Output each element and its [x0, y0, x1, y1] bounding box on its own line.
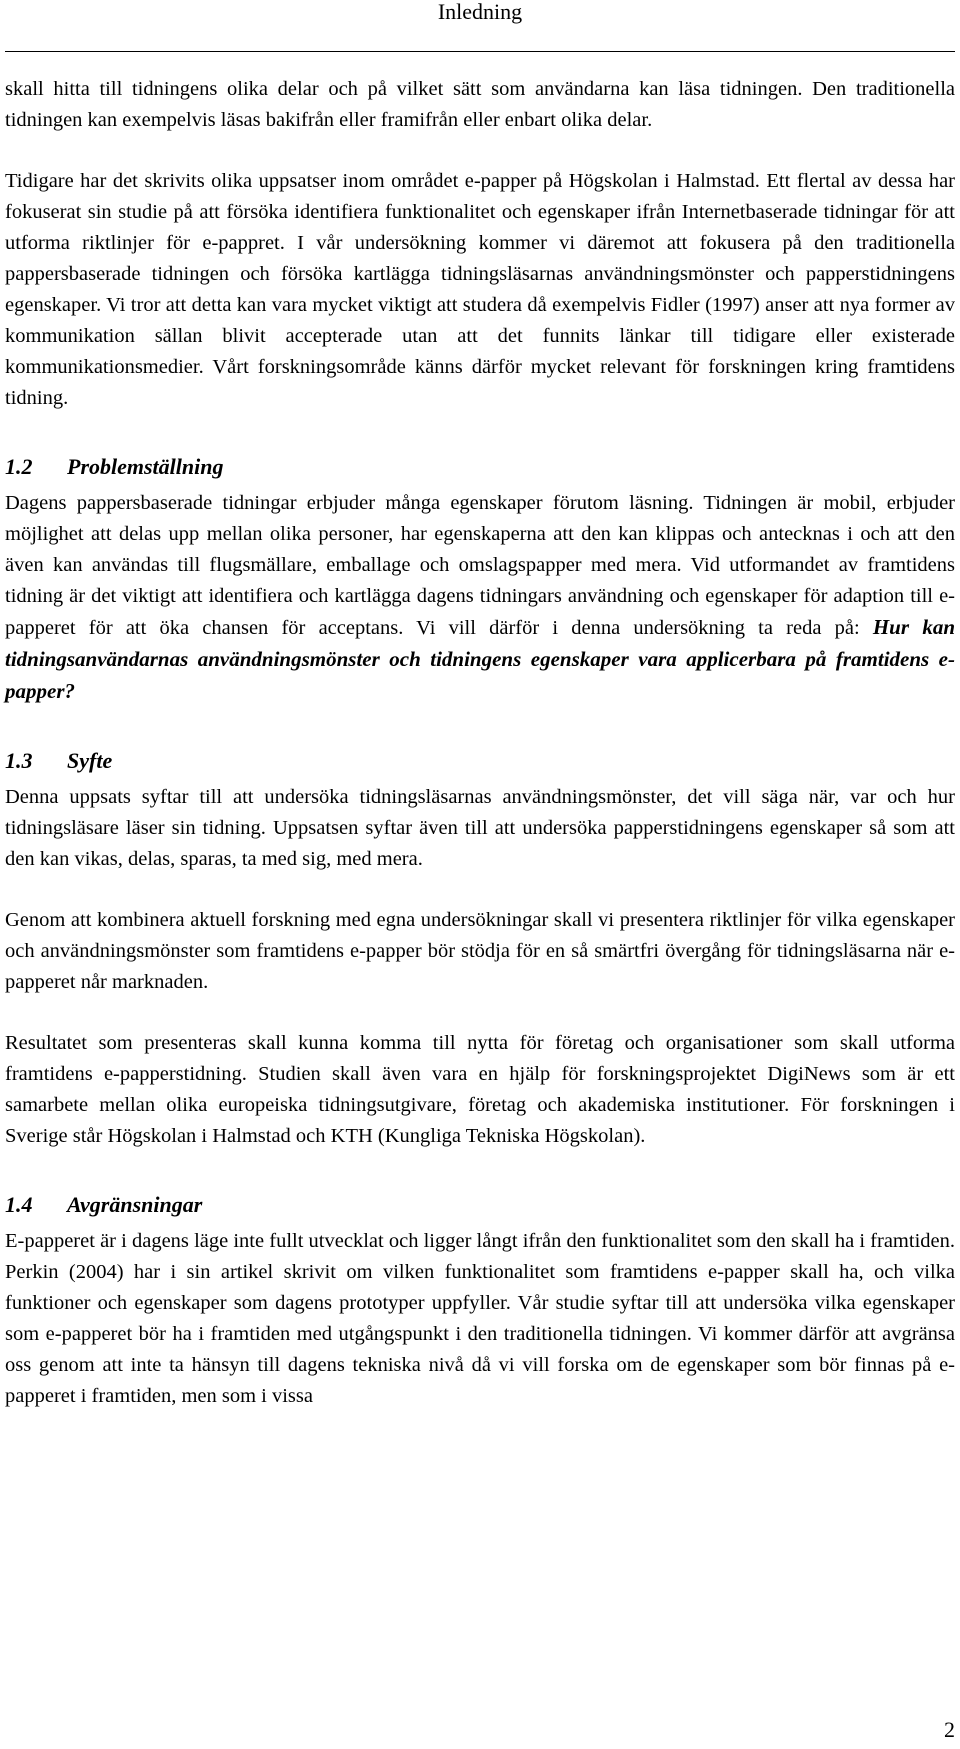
- section-title: Avgränsningar: [67, 1192, 203, 1217]
- limitations-paragraph: E-papperet är i dagens läge inte fullt utvecklat och ligger långt ifrån den funktionalitet som den skall ha i framtiden. Perkin (2004) har i sin artikel skrivit om vilken funktionalitet som framtidens e-papper skall ha, och vilka funktioner och egenskaper som dagens prototyper uppfyller. Vår studie syftar till att undersöka vilka egenskaper som e-papperet bör ha i framtiden med utgångspunkt i den traditionella tidningen. Vi kommer därför att avgränsa oss genom att inte ta hänsyn till dagens tekniska nivå då vi vill forska om de egenskaper som bör finnas på e-papperet i framtiden, men som i vissa: [5, 1230, 955, 1407]
- problem-body: Dagens pappersbaserade tidningar erbjuder många egenskaper förutom läsning. Tidningen är mobil, erbjuder möjlighet att delas upp mellan olika personer, har egenskaperna att den kan klippas och antecknas i och att den även kan användas till flugsmällare, emballage och omslagspapper med mera. Vid utformandet av framtidens tidning är det viktigt att identifiera och kartlägga dagens tidningars användning och egenskaper för adaption till e-papperet för att öka chansen för acceptans. Vi vill därför i denna undersökning ta reda på:: [5, 492, 955, 639]
- purpose-paragraph-3: Resultatet som presenteras skall kunna komma till nytta för företag och organisationer som skall utforma framtidens e-papperstidning. Studien skall även vara en hjälp för forskningsprojektet DigiNews som är ett samarbete mellan olika europeiska tidningsutgivare, företag och akademiska institutioner. För forskningen i Sverige står Högskolan i Halmstad och KTH (Kungliga Tekniska Högskolan).: [5, 1032, 955, 1147]
- header-rule: [5, 51, 955, 52]
- purpose-paragraph-1: Denna uppsats syftar till att undersöka tidningsläsarnas användningsmönster, det vill säga när, var och hur tidningsläsare läser sin tidning. Uppsatsen syftar även till att undersöka papperstidningens egenskaper så som att den kan vikas, delas, sparas, ta med sig, med mera.: [5, 786, 955, 870]
- section-heading-syfte: [5, 745, 955, 776]
- intro-paragraph-2: Tidigare har det skrivits olika uppsatser inom området e-papper på Högskolan i Halmstad. Ett flertal av dessa har fokuserat sin studie på att försöka identifiera funktionalitet och egenskaper ifrån Internetbaserade tidningar för att utforma riktlinjer för e-pappret. I vår undersökning kommer vi däremot att fokusera på den traditionella pappersbaserade tidningen och försöka kartlägga tidningsläsarnas användningsmönster och papperstidningens egenskaper. Vi tror att detta kan vara mycket viktigt att studera då exempelvis Fidler (1997) anser att nya former av kommunikation sällan blivit accepterade utan att det funnits länkar till tidigare eller existerade kommunikationsmedier. Vårt forskningsområde känns därför mycket relevant för forskningen kring framtidens tidning.: [5, 170, 955, 409]
- section-title: Syfte: [67, 748, 113, 773]
- section-number: 1.4: [5, 1192, 33, 1217]
- problem-paragraph: [5, 488, 955, 708]
- intro-paragraph-1: skall hitta till tidningens olika delar och på vilket sätt som användarna kan läsa tidningen. Den traditionella tidningen kan exempelvis läsas bakifrån eller framifrån eller enbart olika delar.: [5, 78, 955, 131]
- section-heading-avgransningar: [5, 1189, 955, 1220]
- page-number: 2: [944, 1717, 955, 1742]
- section-number: 1.2: [5, 454, 33, 479]
- purpose-paragraph-2: Genom att kombinera aktuell forskning med egna undersökningar skall vi presentera riktlinjer för vilka egenskaper och användningsmönster som framtidens e-papper bör stödja för en så smärtfri övergång för tidningsläsarna när e-papperet når marknaden.: [5, 909, 955, 993]
- running-header: Inledning: [437, 0, 523, 24]
- page-content: [5, 74, 955, 1412]
- section-number: 1.3: [5, 748, 33, 773]
- section-heading-problemstallning: [5, 451, 955, 482]
- research-question: Hur kan tidningsanvändarnas användningsmönster och tidningens egenskaper vara applicerbara på framtidens e-papper?: [5, 615, 955, 703]
- section-title: Problemställning: [67, 454, 224, 479]
